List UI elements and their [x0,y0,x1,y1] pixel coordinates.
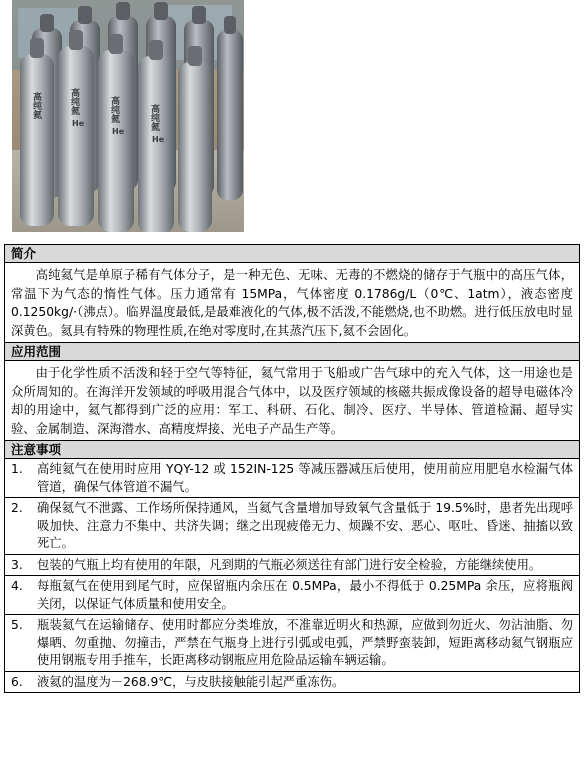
usage-text: 由于化学性质不活泼和轻于空气等特征，氦气常用于飞船或广告气球中的充入气体，这一用途也是众所周知的。在海洋开发领域的呼吸用混合气体中，以及医疗领域的核磁共振成像设备的超导电磁体冷却的用途中，氦气都得到广泛的应用：军工、科研、石化、制冷、医疗、半导体、管道检漏、超导实验、金属制造、深海潜水、高精度焊接、光电子产品生产等。 [11,366,573,436]
item-number: 5. [11,618,23,632]
item-text: 瓶装氦气在运输储存、使用时都应分类堆放，不准靠近明火和热源，应做到勿近火、勿沾油脂、勿爆晒、勿重抛、勿撞击，严禁在气瓶身上进行引弧或电弧，严禁野蛮装卸，短距离移动氦气钢瓶应使用钢瓶专用手推车，长距离移动钢瓶应用危险品运输车辆运输。 [37,618,573,667]
list-item [5,614,579,671]
cylinder-label-cn: 高纯氦 [149,104,159,131]
item-text: 每瓶氦气在使用到尾气时，应保留瓶内余压在 0.5MPa，最小不得低于 0.25MPa 余压，应将瓶阀关闭，以保证气体质量和使用安全。 [37,579,573,611]
list-item [5,497,579,554]
cylinder-label-cn: 高纯氦 [69,88,79,115]
cylinder-label-en: He [152,135,165,144]
cylinders-illustration [12,0,244,232]
item-text: 包装的气瓶上均有使用的年限，凡到期的气瓶必须送往有部门进行安全检验，方能继续使用。 [37,557,542,572]
item-number: 4. [11,579,23,593]
list-item [5,671,579,693]
intro-text: 高纯氦气是单原子稀有气体分子，是一种无色、无味、无毒的不燃烧的储存于气瓶中的高压气体，常温下为气态的惰性气体。压力通常有 15MPa，气体密度 0.1786g/L（0℃、1atm），液态密度 0.1250kg/·（沸点）。临界温度最低,是最难液化的气体,极不活泼,不能燃烧,也不助燃。进行低压放电时显深黄色。氦具有特殊的物理性质,在绝对零度时,在其蒸汽压下,氦不会固化。 [11,268,573,338]
item-text: 确保氦气不泄露、工作场所保持通风，当氦气含量增加导致氧气含量低于 19.5%时，患者先出现呼吸加快、注意力不集中、共济失调；继之出现疲倦无力、烦躁不安、恶心、呕吐、昏迷、抽搐以致死亡。 [37,501,573,550]
cylinder-label-cn: 高纯氦 [109,96,119,123]
usage-body [5,361,579,441]
item-number: 2. [11,501,23,515]
item-text: 高纯氦气在使用时应用 YQY-12 或 152IN-125 等减压器减压后使用，使用前应用肥皂水检漏气体管道，确保气体管道不漏气。 [37,462,573,494]
usage-heading: 应用范围 [5,343,579,361]
cylinder-label-en: He [72,119,85,128]
list-item [5,459,579,497]
notes-list [5,459,579,692]
cylinder-label-cn: 高纯氦 [31,92,41,119]
item-number: 6. [11,674,23,689]
list-item [5,554,579,576]
helium-cylinders-photo [12,0,244,232]
item-number: 1. [11,462,23,476]
intro-body [5,263,579,343]
intro-heading: 简介 [5,245,579,263]
notes-heading: 注意事项 [5,441,579,459]
item-number: 3. [11,557,23,572]
cylinder-label-en: He [112,127,125,136]
list-item [5,575,579,614]
item-text: 液氦的温度为－268.9℃，与皮肤接触能引起严重冻伤。 [37,674,345,689]
product-info-table [4,244,580,693]
